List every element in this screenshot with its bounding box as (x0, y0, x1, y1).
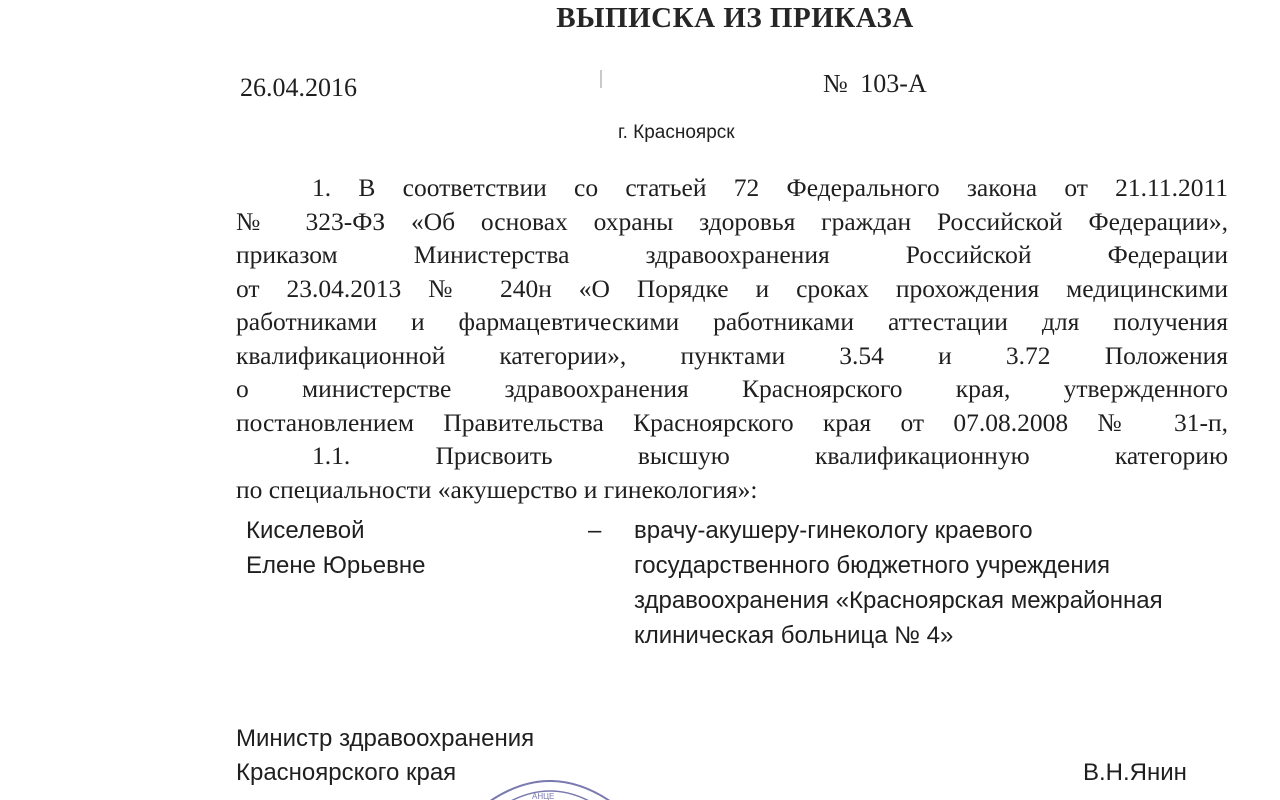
appointee-name (246, 513, 425, 583)
position-line: врачу-акушеру-гинекологу краевого (634, 517, 1033, 544)
body-line: от 23.04.2013 № 240н «О Порядке и сроках прохождения медицинскими (236, 273, 1228, 303)
body-line: о министерстве здравоохранения Красноярского края, утвержденного (236, 374, 1228, 403)
body-line: квалификационной категории», пунктами 3.54 и 3.72 Положения (236, 340, 1228, 370)
order-body (236, 171, 1228, 506)
body-line: постановлением Правительства Красноярского края от 07.08.2008 № 31-п, (236, 407, 1228, 437)
appointee-dash: – (588, 517, 602, 544)
appointee-given-names: Елене Юрьевне (246, 552, 426, 579)
body-line: 1. В соответствии со статьей 72 Федерального закона от 21.11.2011 (312, 173, 1228, 202)
document-title: ВЫПИСКА ИЗ ПРИКАЗА (556, 2, 914, 34)
body-line: № 323-ФЗ «Об основах охраны здоровья граждан Российской Федерации», (236, 206, 1228, 236)
official-stamp-icon (470, 780, 630, 800)
appointee-surname: Киселевой (246, 517, 365, 544)
body-line: работниками и фармацевтическими работниками аттестации для получения (236, 307, 1228, 336)
position-line: здравоохранения «Красноярская межрайонная (634, 587, 1163, 614)
order-date: 26.04.2016 (240, 73, 357, 102)
appointee-position (634, 513, 1163, 653)
signatory-title-line: Красноярского края (236, 759, 457, 786)
stamp-lettering: AНЦЕ (532, 792, 555, 800)
position-line: клиническая больница № 4» (634, 622, 954, 649)
body-line: приказом Министерства здравоохранения Российской Федерации (236, 240, 1228, 269)
body-line: 1.1. Присвоить высшую квалификационную категорию (312, 441, 1228, 470)
city-name: г. Красноярск (618, 122, 735, 143)
signatory-name: В.Н.Янин (1083, 759, 1187, 786)
signatory-title-line: Министр здравоохранения (236, 725, 535, 752)
order-number: № 103-А (823, 69, 927, 98)
body-line: по специальности «акушерство и гинекология»: (236, 474, 758, 504)
position-line: государственного бюджетного учреждения (634, 552, 1111, 579)
scan-artifact (600, 70, 602, 88)
